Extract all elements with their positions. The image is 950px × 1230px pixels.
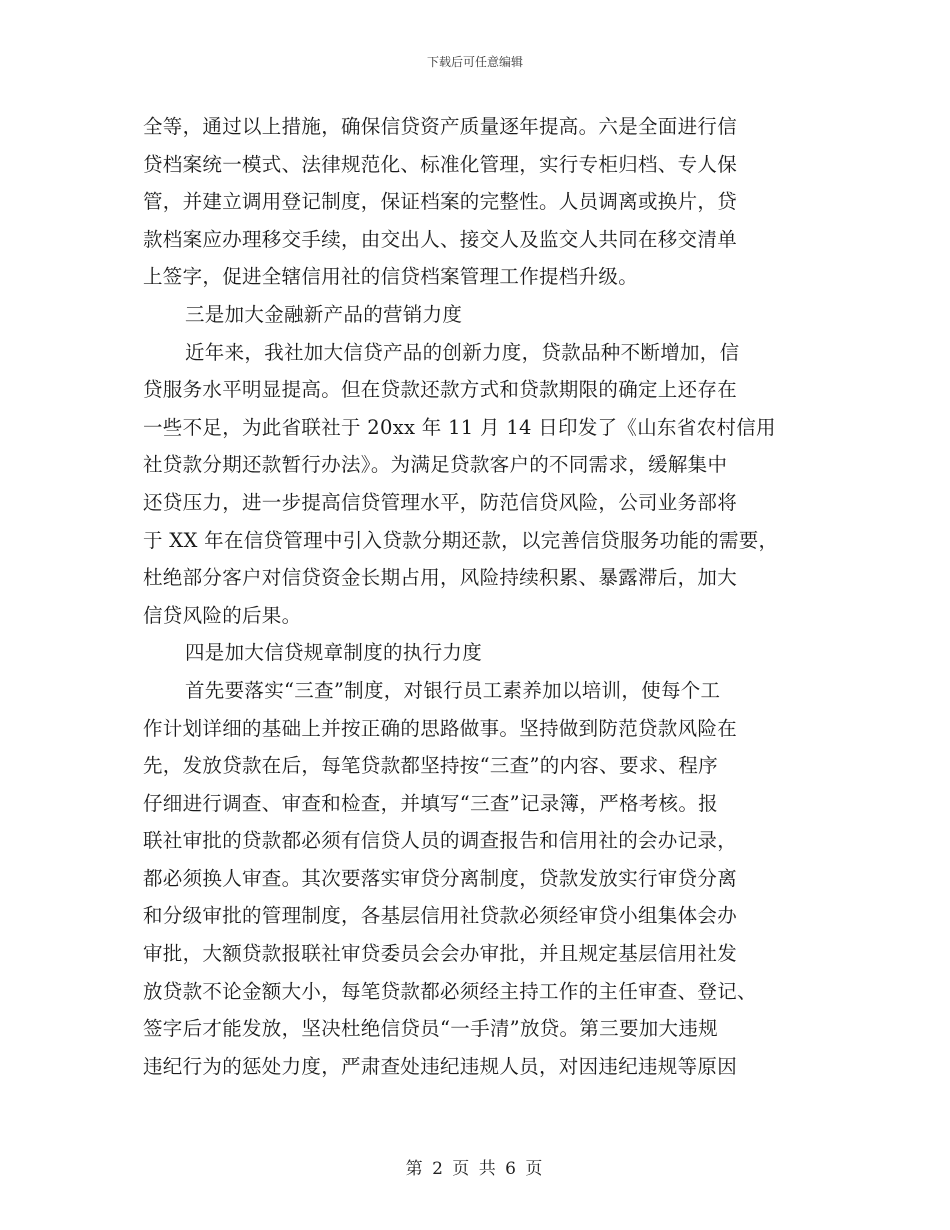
- text-line: 管，并建立调用登记制度，保证档案的完整性。人员调离或换片，贷: [143, 190, 738, 214]
- text-line: 都必须换人审查。其次要落实审贷分离制度，贷款发放实行审贷分离: [143, 866, 738, 890]
- document-body: [143, 108, 815, 1085]
- text-line: 还贷压力，进一步提高信贷管理水平，防范信贷风险，公司业务部将: [143, 490, 738, 514]
- text-line: 联社审批的贷款都必须有信贷人员的调查报告和信用社的会办记录，: [143, 829, 738, 853]
- text-line: 款档案应办理移交手续，由交出人、接交人及监交人共同在移交清单: [143, 227, 738, 251]
- text-line: 作计划详细的基础上并按正确的思路做事。坚持做到防范贷款风险在: [143, 716, 738, 740]
- text-line: 违纪行为的惩处力度，严肃查处违纪违规人员，对因违纪违规等原因: [143, 1054, 738, 1078]
- section-heading: 四是加大信贷规章制度的执行力度: [185, 641, 483, 665]
- text-line: 审批，大额贷款报联社审贷委员会会办审批，并且规定基层信用社发: [143, 942, 738, 966]
- text-line: 近年来，我社加大信贷产品的创新力度，贷款品种不断增加，信: [185, 340, 740, 364]
- text-line: 签字后才能发放，坚决杜绝信贷员“一手清”放贷。第三要加大违规: [143, 1017, 718, 1041]
- text-line: 贷服务水平明显提高。但在贷款还款方式和贷款期限的确定上还存在: [143, 378, 738, 402]
- text-line: 贷档案统一模式、法律规范化、标准化管理，实行专柜归档、专人保: [143, 152, 738, 176]
- text-line: 放贷款不论金额大小，每笔贷款都必须经主持工作的主任审查、登记、: [143, 979, 757, 1003]
- text-line: 杜绝部分客户对信贷资金长期占用，风险持续积累、暴露滞后，加大: [143, 566, 738, 590]
- text-line: 先，发放贷款在后，每笔贷款都坚持按“三查”的内容、要求、程序: [143, 754, 718, 778]
- text-line: 信贷风险的后果。: [143, 603, 302, 627]
- text-line: 于 XX 年在信贷管理中引入贷款分期还款，以完善信贷服务功能的需要，: [143, 528, 779, 552]
- text-line: 上签字，促进全辖信用社的信贷档案管理工作提档升级。: [143, 265, 639, 289]
- text-line: 一些不足，为此省联社于 20xx 年 11 月 14 日印发了《山东省农村信用: [143, 415, 776, 439]
- text-line: 全等，通过以上措施，确保信贷资产质量逐年提高。六是全面进行信: [143, 115, 738, 138]
- text-line: 和分级审批的管理制度，各基层信用社贷款必须经审贷小组集体会办: [143, 904, 738, 928]
- page-header: 下载后可任意编辑: [426, 55, 523, 69]
- text-line: 仔细进行调查、审查和检查，并填写“三查”记录簿，严格考核。报: [143, 791, 718, 815]
- page-number: 第 2 页 共 6 页: [405, 1159, 545, 1179]
- text-line: 首先要落实“三查”制度，对银行员工素养加以培训，使每个工: [185, 678, 721, 702]
- text-line: 社贷款分期还款暂行办法》。为满足贷款客户的不同需求，缓解集中: [143, 453, 728, 477]
- section-heading: 三是加大金融新产品的营销力度: [185, 302, 463, 326]
